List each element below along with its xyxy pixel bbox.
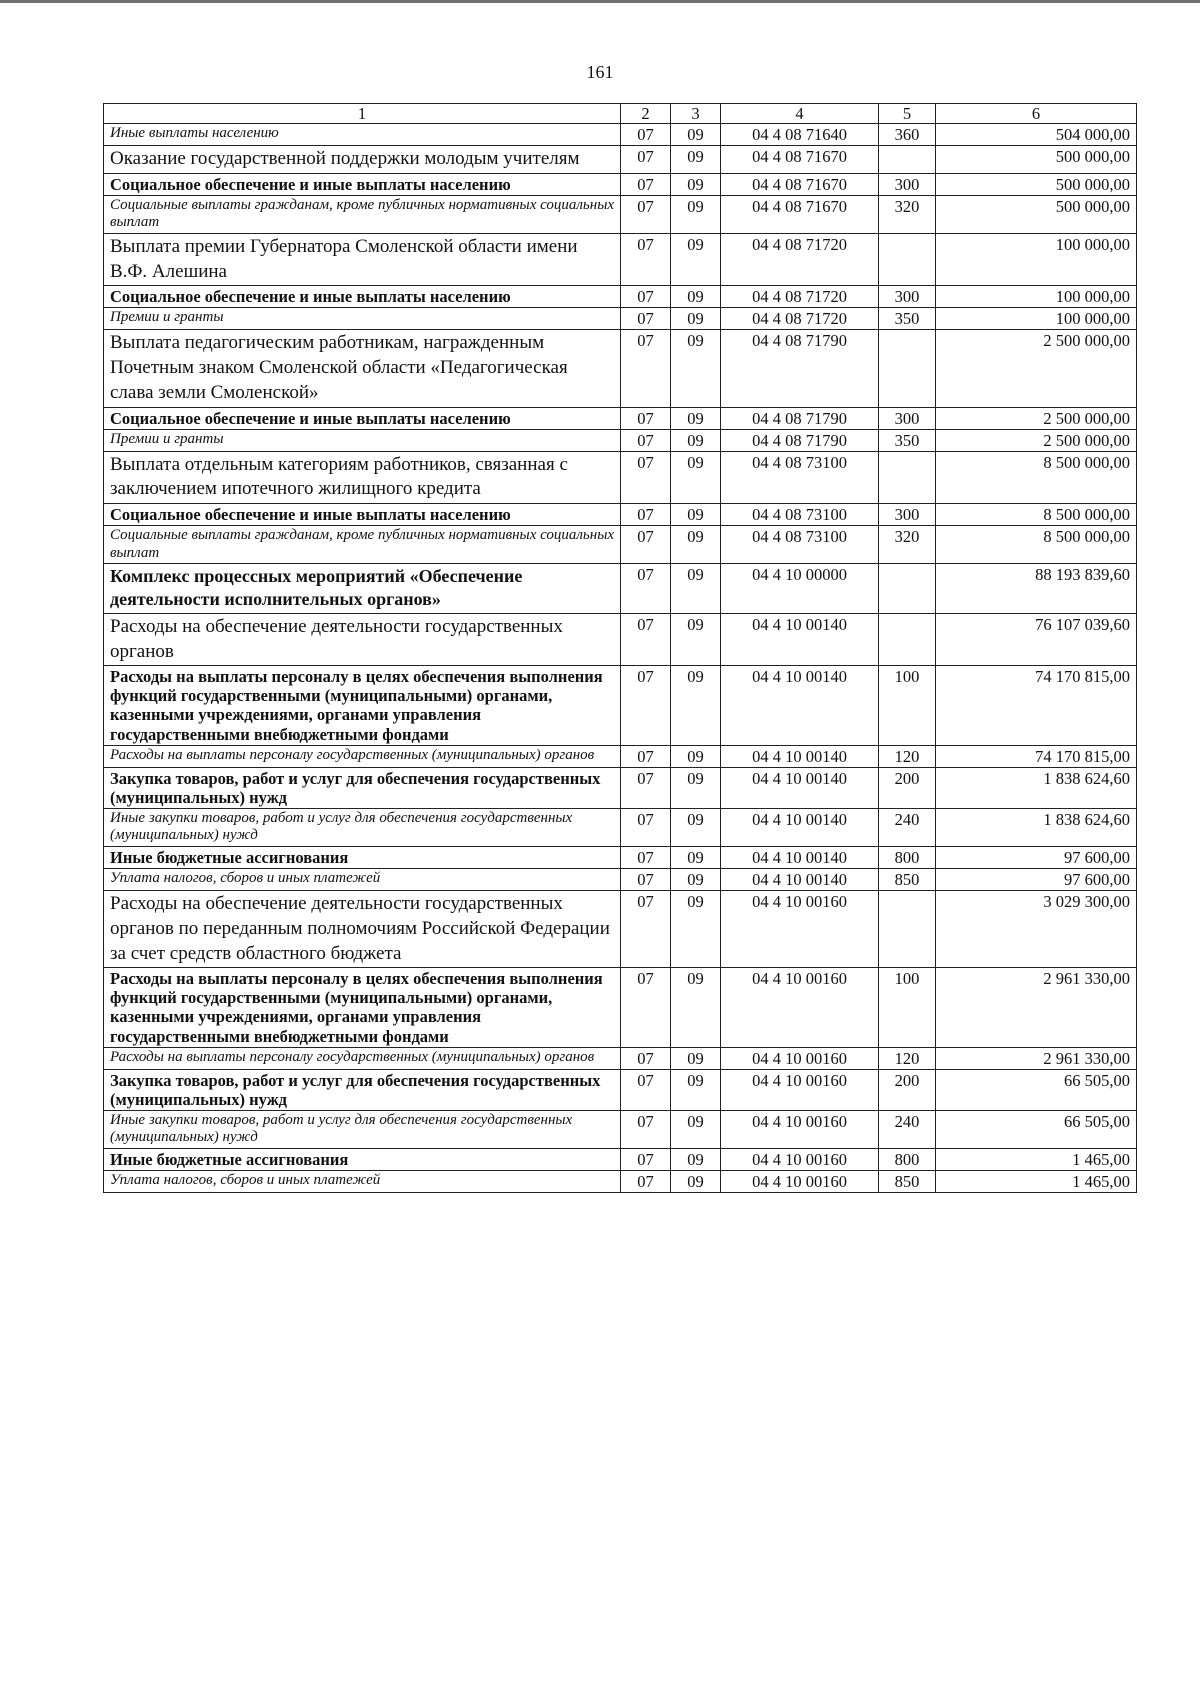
row-name: Расходы на обеспечение деятельности государственных органов по переданным полномочиям Российской Федерации за счет средств областного бюджета <box>104 891 621 968</box>
target-article-code: 04 4 10 00140 <box>721 767 879 808</box>
expense-type-code: 300 <box>879 407 936 429</box>
section-code: 07 <box>621 613 671 665</box>
section-code: 07 <box>621 286 671 308</box>
column-header: 6 <box>936 104 1137 124</box>
target-article-code: 04 4 08 71640 <box>721 124 879 146</box>
expense-type-code: 320 <box>879 196 936 234</box>
subsection-code: 09 <box>671 1170 721 1192</box>
scan-top-edge <box>0 0 1200 3</box>
row-name: Иные бюджетные ассигнования <box>104 1148 621 1170</box>
table-row <box>104 869 1137 891</box>
row-name: Комплекс процессных мероприятий «Обеспечение деятельности исполнительных органов» <box>104 564 621 614</box>
row-name: Социальное обеспечение и иные выплаты населению <box>104 407 621 429</box>
subsection-code: 09 <box>671 1148 721 1170</box>
expense-type-code: 350 <box>879 429 936 451</box>
row-name: Иные бюджетные ассигнования <box>104 846 621 868</box>
amount: 8 500 000,00 <box>936 451 1137 503</box>
subsection-code: 09 <box>671 1069 721 1110</box>
section-code: 07 <box>621 1047 671 1069</box>
table-row <box>104 564 1137 614</box>
row-name: Закупка товаров, работ и услуг для обеспечения государственных (муниципальных) нужд <box>104 767 621 808</box>
row-name: Расходы на выплаты персоналу государственных (муниципальных) органов <box>104 745 621 767</box>
expense-type-code: 200 <box>879 767 936 808</box>
budget-table <box>103 103 1137 1193</box>
section-code: 07 <box>621 745 671 767</box>
section-code: 07 <box>621 526 671 564</box>
row-name: Расходы на выплаты персоналу государственных (муниципальных) органов <box>104 1047 621 1069</box>
amount: 100 000,00 <box>936 233 1137 285</box>
row-name: Выплата педагогическим работникам, награжденным Почетным знаком Смоленской области «Педагогическая слава земли Смоленской» <box>104 330 621 407</box>
subsection-code: 09 <box>671 846 721 868</box>
target-article-code: 04 4 08 71720 <box>721 308 879 330</box>
amount: 1 838 624,60 <box>936 809 1137 847</box>
expense-type-code: 120 <box>879 1047 936 1069</box>
expense-type-code: 350 <box>879 308 936 330</box>
section-code: 07 <box>621 451 671 503</box>
expense-type-code <box>879 613 936 665</box>
target-article-code: 04 4 08 73100 <box>721 504 879 526</box>
row-name: Социальное обеспечение и иные выплаты населению <box>104 286 621 308</box>
table-row <box>104 429 1137 451</box>
row-name: Расходы на выплаты персоналу в целях обеспечения выполнения функций государственными (муниципальными) органами, казенными учреждениями, органами управления государственными внебюджетными фондами <box>104 666 621 746</box>
column-header: 4 <box>721 104 879 124</box>
section-code: 07 <box>621 869 671 891</box>
expense-type-code: 300 <box>879 173 936 195</box>
table-row <box>104 407 1137 429</box>
amount: 97 600,00 <box>936 869 1137 891</box>
expense-type-code: 240 <box>879 1111 936 1149</box>
table-row <box>104 809 1137 847</box>
row-name: Социальные выплаты гражданам, кроме публичных нормативных социальных выплат <box>104 196 621 234</box>
amount: 76 107 039,60 <box>936 613 1137 665</box>
table-row <box>104 146 1137 174</box>
target-article-code: 04 4 08 71670 <box>721 146 879 174</box>
amount: 500 000,00 <box>936 146 1137 174</box>
subsection-code: 09 <box>671 308 721 330</box>
subsection-code: 09 <box>671 504 721 526</box>
target-article-code: 04 4 10 00160 <box>721 1170 879 1192</box>
row-name: Социальные выплаты гражданам, кроме публичных нормативных социальных выплат <box>104 526 621 564</box>
expense-type-code <box>879 146 936 174</box>
section-code: 07 <box>621 504 671 526</box>
column-header: 1 <box>104 104 621 124</box>
column-header: 3 <box>671 104 721 124</box>
table-row <box>104 1148 1137 1170</box>
target-article-code: 04 4 10 00140 <box>721 809 879 847</box>
row-name: Выплата премии Губернатора Смоленской области имени В.Ф. Алешина <box>104 233 621 285</box>
expense-type-code: 300 <box>879 286 936 308</box>
row-name: Оказание государственной поддержки молодым учителям <box>104 146 621 174</box>
target-article-code: 04 4 08 71720 <box>721 286 879 308</box>
row-name: Уплата налогов, сборов и иных платежей <box>104 1170 621 1192</box>
section-code: 07 <box>621 124 671 146</box>
column-header: 2 <box>621 104 671 124</box>
table-row <box>104 666 1137 746</box>
subsection-code: 09 <box>671 767 721 808</box>
table-row <box>104 526 1137 564</box>
table-row <box>104 504 1137 526</box>
subsection-code: 09 <box>671 407 721 429</box>
target-article-code: 04 4 08 71790 <box>721 330 879 407</box>
amount: 97 600,00 <box>936 846 1137 868</box>
table-row <box>104 1047 1137 1069</box>
target-article-code: 04 4 10 00160 <box>721 1148 879 1170</box>
subsection-code: 09 <box>671 146 721 174</box>
table-row <box>104 613 1137 665</box>
target-article-code: 04 4 10 00140 <box>721 869 879 891</box>
target-article-code: 04 4 10 00140 <box>721 745 879 767</box>
table-row <box>104 767 1137 808</box>
section-code: 07 <box>621 1069 671 1110</box>
expense-type-code: 800 <box>879 1148 936 1170</box>
subsection-code: 09 <box>671 286 721 308</box>
amount: 3 029 300,00 <box>936 891 1137 968</box>
target-article-code: 04 4 10 00160 <box>721 1069 879 1110</box>
target-article-code: 04 4 08 71720 <box>721 233 879 285</box>
expense-type-code: 360 <box>879 124 936 146</box>
section-code: 07 <box>621 233 671 285</box>
amount: 8 500 000,00 <box>936 526 1137 564</box>
expense-type-code <box>879 891 936 968</box>
target-article-code: 04 4 10 00160 <box>721 968 879 1048</box>
expense-type-code: 300 <box>879 504 936 526</box>
subsection-code: 09 <box>671 1111 721 1149</box>
table-row <box>104 1111 1137 1149</box>
section-code: 07 <box>621 146 671 174</box>
section-code: 07 <box>621 407 671 429</box>
amount: 2 500 000,00 <box>936 330 1137 407</box>
section-code: 07 <box>621 891 671 968</box>
table-row <box>104 745 1137 767</box>
subsection-code: 09 <box>671 173 721 195</box>
section-code: 07 <box>621 173 671 195</box>
subsection-code: 09 <box>671 891 721 968</box>
expense-type-code: 850 <box>879 869 936 891</box>
subsection-code: 09 <box>671 526 721 564</box>
row-name: Премии и гранты <box>104 429 621 451</box>
amount: 74 170 815,00 <box>936 666 1137 746</box>
amount: 66 505,00 <box>936 1111 1137 1149</box>
expense-type-code: 850 <box>879 1170 936 1192</box>
subsection-code: 09 <box>671 968 721 1048</box>
amount: 2 961 330,00 <box>936 1047 1137 1069</box>
table-row <box>104 286 1137 308</box>
row-name: Иные закупки товаров, работ и услуг для обеспечения государственных (муниципальных) нужд <box>104 809 621 847</box>
amount: 1 465,00 <box>936 1170 1137 1192</box>
subsection-code: 09 <box>671 666 721 746</box>
subsection-code: 09 <box>671 233 721 285</box>
subsection-code: 09 <box>671 613 721 665</box>
target-article-code: 04 4 10 00160 <box>721 891 879 968</box>
target-article-code: 04 4 08 71670 <box>721 173 879 195</box>
section-code: 07 <box>621 308 671 330</box>
row-name: Закупка товаров, работ и услуг для обеспечения государственных (муниципальных) нужд <box>104 1069 621 1110</box>
target-article-code: 04 4 10 00140 <box>721 666 879 746</box>
section-code: 07 <box>621 666 671 746</box>
expense-type-code <box>879 451 936 503</box>
section-code: 07 <box>621 846 671 868</box>
table-row <box>104 891 1137 968</box>
subsection-code: 09 <box>671 429 721 451</box>
subsection-code: 09 <box>671 124 721 146</box>
row-name: Расходы на обеспечение деятельности государственных органов <box>104 613 621 665</box>
amount: 74 170 815,00 <box>936 745 1137 767</box>
target-article-code: 04 4 10 00160 <box>721 1047 879 1069</box>
amount: 88 193 839,60 <box>936 564 1137 614</box>
section-code: 07 <box>621 1148 671 1170</box>
amount: 100 000,00 <box>936 308 1137 330</box>
target-article-code: 04 4 08 71790 <box>721 429 879 451</box>
amount: 2 500 000,00 <box>936 407 1137 429</box>
amount: 66 505,00 <box>936 1069 1137 1110</box>
row-name: Социальное обеспечение и иные выплаты населению <box>104 504 621 526</box>
section-code: 07 <box>621 196 671 234</box>
subsection-code: 09 <box>671 869 721 891</box>
expense-type-code: 800 <box>879 846 936 868</box>
subsection-code: 09 <box>671 330 721 407</box>
target-article-code: 04 4 08 71790 <box>721 407 879 429</box>
subsection-code: 09 <box>671 1047 721 1069</box>
amount: 1 465,00 <box>936 1148 1137 1170</box>
expense-type-code: 200 <box>879 1069 936 1110</box>
table-row <box>104 173 1137 195</box>
expense-type-code <box>879 233 936 285</box>
table-row <box>104 233 1137 285</box>
subsection-code: 09 <box>671 745 721 767</box>
target-article-code: 04 4 10 00140 <box>721 613 879 665</box>
amount: 500 000,00 <box>936 173 1137 195</box>
target-article-code: 04 4 10 00160 <box>721 1111 879 1149</box>
target-article-code: 04 4 08 73100 <box>721 526 879 564</box>
amount: 504 000,00 <box>936 124 1137 146</box>
section-code: 07 <box>621 564 671 614</box>
row-name: Иные выплаты населению <box>104 124 621 146</box>
expense-type-code: 100 <box>879 968 936 1048</box>
expense-type-code: 320 <box>879 526 936 564</box>
amount: 2 500 000,00 <box>936 429 1137 451</box>
budget-table-body <box>104 104 1137 1193</box>
section-code: 07 <box>621 429 671 451</box>
amount: 1 838 624,60 <box>936 767 1137 808</box>
section-code: 07 <box>621 1111 671 1149</box>
expense-type-code <box>879 564 936 614</box>
target-article-code: 04 4 08 73100 <box>721 451 879 503</box>
column-number-row <box>104 104 1137 124</box>
table-row <box>104 308 1137 330</box>
table-row <box>104 1069 1137 1110</box>
row-name: Социальное обеспечение и иные выплаты населению <box>104 173 621 195</box>
table-row <box>104 1170 1137 1192</box>
section-code: 07 <box>621 767 671 808</box>
amount: 8 500 000,00 <box>936 504 1137 526</box>
amount: 100 000,00 <box>936 286 1137 308</box>
section-code: 07 <box>621 809 671 847</box>
target-article-code: 04 4 10 00140 <box>721 846 879 868</box>
subsection-code: 09 <box>671 564 721 614</box>
section-code: 07 <box>621 1170 671 1192</box>
expense-type-code: 100 <box>879 666 936 746</box>
section-code: 07 <box>621 968 671 1048</box>
row-name: Иные закупки товаров, работ и услуг для обеспечения государственных (муниципальных) нужд <box>104 1111 621 1149</box>
subsection-code: 09 <box>671 451 721 503</box>
section-code: 07 <box>621 330 671 407</box>
amount: 2 961 330,00 <box>936 968 1137 1048</box>
page-number: 161 <box>586 62 614 82</box>
expense-type-code <box>879 330 936 407</box>
row-name: Выплата отдельным категориям работников, связанная с заключением ипотечного жилищного кредита <box>104 451 621 503</box>
row-name: Премии и гранты <box>104 308 621 330</box>
subsection-code: 09 <box>671 196 721 234</box>
subsection-code: 09 <box>671 809 721 847</box>
table-row <box>104 124 1137 146</box>
row-name: Уплата налогов, сборов и иных платежей <box>104 869 621 891</box>
table-row <box>104 451 1137 503</box>
target-article-code: 04 4 10 00000 <box>721 564 879 614</box>
table-row <box>104 968 1137 1048</box>
target-article-code: 04 4 08 71670 <box>721 196 879 234</box>
table-row <box>104 196 1137 234</box>
column-header: 5 <box>879 104 936 124</box>
table-row <box>104 846 1137 868</box>
expense-type-code: 240 <box>879 809 936 847</box>
amount: 500 000,00 <box>936 196 1137 234</box>
expense-type-code: 120 <box>879 745 936 767</box>
row-name: Расходы на выплаты персоналу в целях обеспечения выполнения функций государственными (муниципальными) органами, казенными учреждениями, органами управления государственными внебюджетными фондами <box>104 968 621 1048</box>
table-row <box>104 330 1137 407</box>
